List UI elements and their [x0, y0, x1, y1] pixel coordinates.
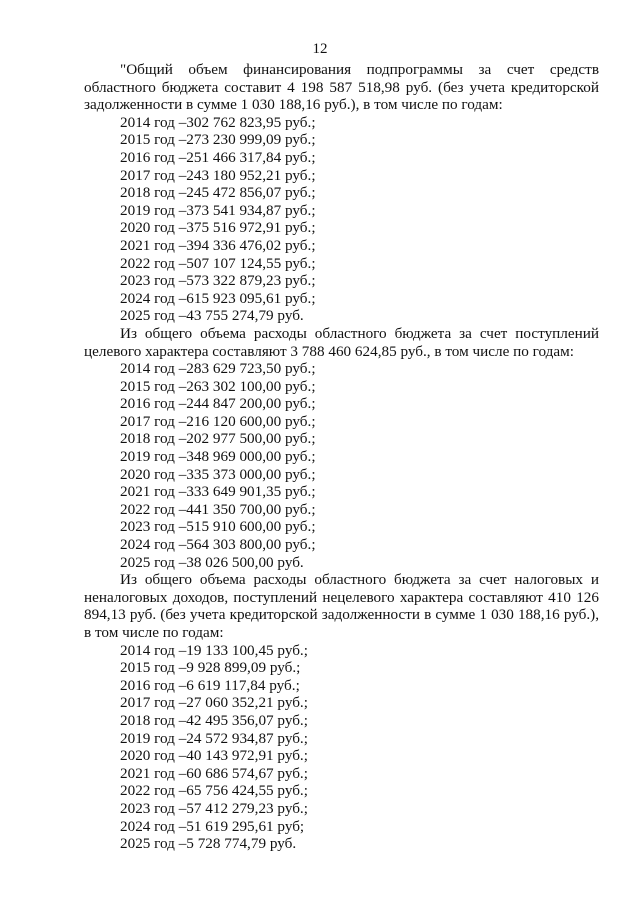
year-label: 2019 год — [120, 729, 175, 747]
year-label: 2019 год — [120, 448, 175, 466]
year-amount: 9 928 899,09 руб.; — [186, 659, 301, 677]
total-funding-intro: "Общий объем финансирования подпрограммы за счет средств областного бюджета составит 4 198 587 518,98 руб. (без учета кредиторской задолженности в сумме 1 030 188,16 руб.), в том числе по годам: — [84, 61, 599, 114]
year-label: 2017 год — [120, 412, 175, 430]
year-amount: 40 143 972,91 руб.; — [186, 747, 308, 765]
year-amount: 263 302 100,00 руб.; — [186, 377, 316, 395]
year-label: 2018 год — [120, 711, 175, 729]
year-amount: 373 541 934,87 руб.; — [186, 201, 316, 219]
year-label: 2021 год — [120, 236, 175, 254]
year-item — [84, 430, 599, 448]
year-label: 2022 год — [120, 254, 175, 272]
year-amount: 335 373 000,00 руб.; — [186, 465, 316, 483]
year-label: 2017 год — [120, 166, 175, 184]
year-amount: 564 303 800,00 руб.; — [186, 536, 316, 554]
year-amount: 348 969 000,00 руб.; — [186, 448, 316, 466]
year-amount: 24 572 934,87 руб.; — [186, 729, 308, 747]
year-label: 2021 год — [120, 764, 175, 782]
year-amount: 394 336 476,02 руб.; — [186, 236, 316, 254]
year-item — [84, 255, 599, 273]
year-item — [84, 765, 599, 783]
year-item — [84, 501, 599, 519]
year-amount: 302 762 823,95 руб.; — [186, 113, 316, 131]
year-item — [84, 642, 599, 660]
page-number: 12 — [312, 41, 328, 57]
year-label: 2022 год — [120, 782, 175, 800]
year-item — [84, 131, 599, 149]
year-item — [84, 554, 599, 572]
year-amount: 57 412 279,23 руб.; — [186, 799, 308, 817]
year-label: 2020 год — [120, 219, 175, 237]
year-label: 2018 год — [120, 184, 175, 202]
year-amount: 42 495 356,07 руб.; — [186, 711, 308, 729]
year-item — [84, 184, 599, 202]
year-amount: 60 686 574,67 руб.; — [186, 764, 308, 782]
year-label: 2016 год — [120, 395, 175, 413]
year-amount: 27 060 352,21 руб.; — [186, 694, 308, 712]
year-label: 2024 год — [120, 817, 175, 835]
year-amount: 507 107 124,55 руб.; — [186, 254, 316, 272]
year-amount: 573 322 879,23 руб.; — [186, 272, 316, 290]
year-item — [84, 237, 599, 255]
year-amount: 244 847 200,00 руб.; — [186, 395, 316, 413]
year-item — [84, 307, 599, 325]
year-amount: 216 120 600,00 руб.; — [186, 412, 316, 430]
year-label: 2015 год — [120, 131, 175, 149]
year-item — [84, 290, 599, 308]
year-item — [84, 747, 599, 765]
total-funding-by-year — [84, 114, 599, 325]
year-label: 2025 год — [120, 553, 175, 571]
year-item — [84, 202, 599, 220]
year-item — [84, 167, 599, 185]
year-label: 2016 год — [120, 148, 175, 166]
targeted-receipts-section — [84, 325, 599, 571]
year-label: 2023 год — [120, 799, 175, 817]
tax-revenue-intro: Из общего объема расходы областного бюджета за счет налоговых и неналоговых доходов, поступлений нецелевого характера составляют 410 126 894,13 руб. (без учета кредиторской задолженности в сумме 1 030 188,16 руб.), в том числе по годам: — [84, 571, 599, 641]
year-item — [84, 219, 599, 237]
year-item — [84, 694, 599, 712]
year-label: 2023 год — [120, 518, 175, 536]
year-amount: 515 910 600,00 руб.; — [186, 518, 316, 536]
year-label: 2017 год — [120, 694, 175, 712]
year-item — [84, 659, 599, 677]
year-item — [84, 395, 599, 413]
year-item — [84, 448, 599, 466]
year-item — [84, 800, 599, 818]
year-label: 2015 год — [120, 377, 175, 395]
year-amount: 51 619 295,61 руб; — [186, 817, 305, 835]
targeted-receipts-intro: Из общего объема расходы областного бюджета за счет поступлений целевого характера составляют 3 788 460 624,85 руб., в том числе по годам: — [84, 324, 599, 360]
year-item — [84, 730, 599, 748]
year-label: 2016 год — [120, 676, 175, 694]
year-amount: 202 977 500,00 руб.; — [186, 430, 316, 448]
year-item — [84, 536, 599, 554]
document-body — [84, 61, 599, 853]
year-amount: 283 629 723,50 руб.; — [186, 360, 316, 378]
year-label: 2022 год — [120, 500, 175, 518]
year-amount: 375 516 972,91 руб.; — [186, 219, 316, 237]
year-label: 2020 год — [120, 747, 175, 765]
year-item — [84, 712, 599, 730]
year-label: 2025 год — [120, 307, 175, 325]
year-item — [84, 818, 599, 836]
year-item — [84, 413, 599, 431]
year-label: 2020 год — [120, 465, 175, 483]
year-item — [84, 677, 599, 695]
year-label: 2014 год — [120, 641, 175, 659]
year-item — [84, 518, 599, 536]
year-amount: 273 230 999,09 руб.; — [186, 131, 316, 149]
year-label: 2024 год — [120, 289, 175, 307]
year-item — [84, 114, 599, 132]
year-label: 2018 год — [120, 430, 175, 448]
year-amount: 6 619 117,84 руб.; — [186, 676, 300, 694]
year-label: 2014 год — [120, 360, 175, 378]
year-item — [84, 466, 599, 484]
year-label: 2024 год — [120, 536, 175, 554]
year-label: 2015 год — [120, 659, 175, 677]
year-label: 2025 год — [120, 835, 175, 853]
total-funding-section — [84, 61, 599, 325]
year-amount: 441 350 700,00 руб.; — [186, 500, 316, 518]
year-amount: 19 133 100,45 руб.; — [186, 641, 308, 659]
year-item — [84, 483, 599, 501]
year-amount: 43 755 274,79 руб. — [186, 307, 304, 325]
year-amount: 251 466 317,84 руб.; — [186, 148, 316, 166]
tax-revenue-by-year — [84, 642, 599, 853]
year-amount: 38 026 500,00 руб. — [186, 553, 304, 571]
tax-revenue-section — [84, 571, 599, 853]
year-label: 2014 год — [120, 113, 175, 131]
year-item — [84, 360, 599, 378]
year-label: 2023 год — [120, 272, 175, 290]
year-amount: 5 728 774,79 руб. — [186, 835, 297, 853]
year-amount: 333 649 901,35 руб.; — [186, 483, 316, 501]
year-amount: 243 180 952,21 руб.; — [186, 166, 316, 184]
year-amount: 65 756 424,55 руб.; — [186, 782, 308, 800]
year-item — [84, 149, 599, 167]
year-item — [84, 272, 599, 290]
year-label: 2019 год — [120, 201, 175, 219]
year-item — [84, 782, 599, 800]
year-label: 2021 год — [120, 483, 175, 501]
year-amount: 615 923 095,61 руб.; — [186, 289, 316, 307]
targeted-receipts-by-year — [84, 360, 599, 571]
year-item — [84, 835, 599, 853]
year-amount: 245 472 856,07 руб.; — [186, 184, 316, 202]
year-item — [84, 378, 599, 396]
